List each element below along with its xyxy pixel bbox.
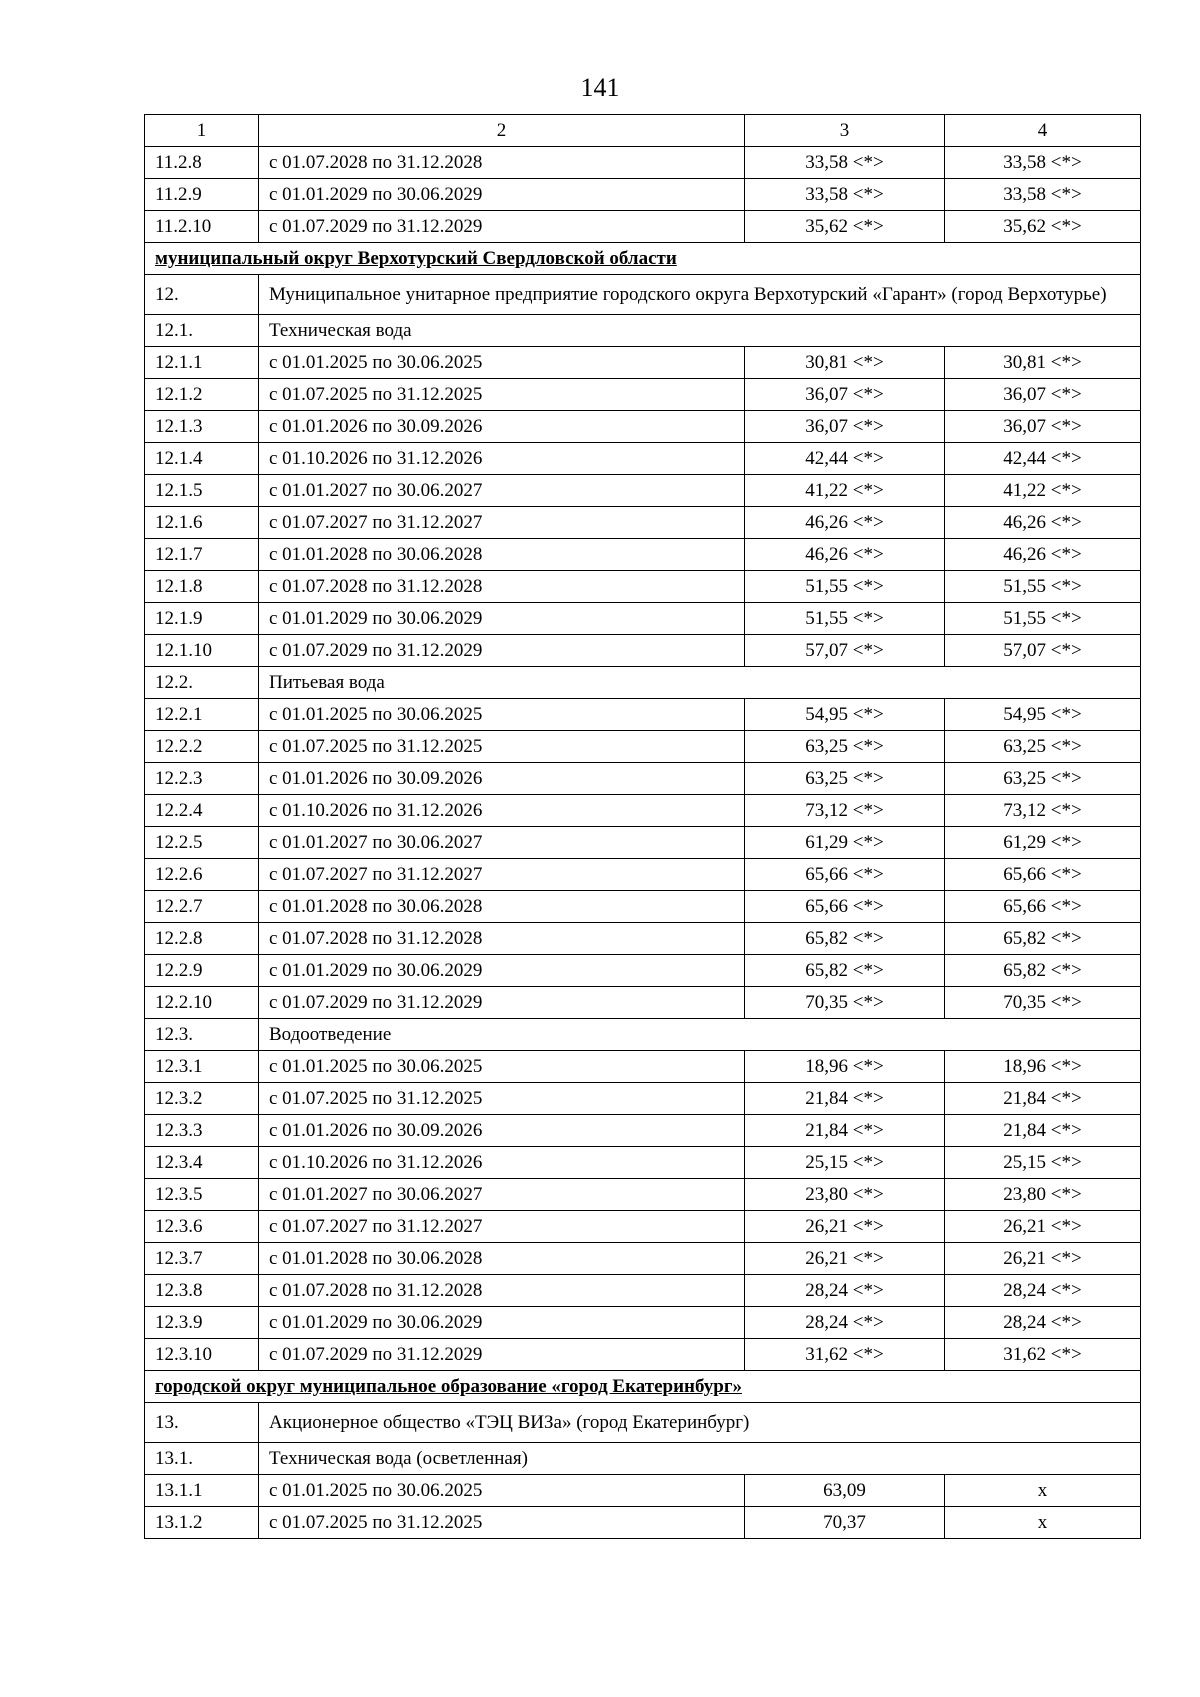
item-number: 12.3.5 [145, 1179, 259, 1211]
table-row [145, 1211, 1141, 1243]
tariff-value-col4: 33,58 <*> [945, 147, 1141, 179]
column-number-row [145, 115, 1141, 147]
tariff-value-col3: 70,37 [745, 1507, 945, 1539]
period: с 01.01.2026 по 30.09.2026 [259, 1115, 745, 1147]
tariff-value-col4: 61,29 <*> [945, 827, 1141, 859]
tariff-value-col3: 21,84 <*> [745, 1115, 945, 1147]
tariff-value-col4: 51,55 <*> [945, 571, 1141, 603]
service-group-row [145, 1019, 1141, 1051]
organization-row [145, 275, 1141, 315]
tariff-value-col3: 65,82 <*> [745, 923, 945, 955]
item-number: 11.2.9 [145, 179, 259, 211]
item-number: 12.1.2 [145, 379, 259, 411]
tariff-value-col3: 46,26 <*> [745, 539, 945, 571]
tariff-value-col3: 31,62 <*> [745, 1339, 945, 1371]
table-row [145, 1339, 1141, 1371]
item-number: 12. [145, 275, 259, 315]
period: с 01.07.2027 по 31.12.2027 [259, 507, 745, 539]
item-number: 12.1.3 [145, 411, 259, 443]
table-row [145, 699, 1141, 731]
tariff-value-col3: 70,35 <*> [745, 987, 945, 1019]
table-row [145, 731, 1141, 763]
table-row [145, 1475, 1141, 1507]
table-row [145, 1083, 1141, 1115]
item-number: 11.2.8 [145, 147, 259, 179]
table-row [145, 211, 1141, 243]
period: с 01.10.2026 по 31.12.2026 [259, 795, 745, 827]
period: с 01.01.2025 по 30.06.2025 [259, 1475, 745, 1507]
page-number: 141 [580, 73, 620, 102]
tariff-value-col3: 28,24 <*> [745, 1275, 945, 1307]
table-row [145, 147, 1141, 179]
tariff-value-col4: 70,35 <*> [945, 987, 1141, 1019]
table-row [145, 1179, 1141, 1211]
table-row [145, 379, 1141, 411]
tariff-value-col3: 26,21 <*> [745, 1211, 945, 1243]
tariff-value-col3: 23,80 <*> [745, 1179, 945, 1211]
table-row [145, 795, 1141, 827]
item-number: 12.2.9 [145, 955, 259, 987]
item-number: 12.3.9 [145, 1307, 259, 1339]
table-row [145, 635, 1141, 667]
tariff-value-col4: 65,82 <*> [945, 923, 1141, 955]
period: с 01.01.2028 по 30.06.2028 [259, 539, 745, 571]
tariff-table [144, 114, 1141, 1539]
column-number-2: 2 [259, 115, 745, 147]
tariff-value-col3: 33,58 <*> [745, 147, 945, 179]
tariff-value-col4: 26,21 <*> [945, 1243, 1141, 1275]
period: с 01.07.2025 по 31.12.2025 [259, 1507, 745, 1539]
item-number: 12.1.9 [145, 603, 259, 635]
item-number: 12.3.1 [145, 1051, 259, 1083]
tariff-value-col3: 73,12 <*> [745, 795, 945, 827]
item-number: 12.2.1 [145, 699, 259, 731]
tariff-value-col3: 63,25 <*> [745, 731, 945, 763]
tariff-value-col3: 18,96 <*> [745, 1051, 945, 1083]
period: с 01.01.2029 по 30.06.2029 [259, 179, 745, 211]
item-number: 13. [145, 1403, 259, 1443]
period: с 01.07.2028 по 31.12.2028 [259, 147, 745, 179]
service-group-row [145, 315, 1141, 347]
tariff-value-col4: 41,22 <*> [945, 475, 1141, 507]
item-number: 13.1.2 [145, 1507, 259, 1539]
tariff-value-col3: 25,15 <*> [745, 1147, 945, 1179]
period: с 01.07.2028 по 31.12.2028 [259, 1275, 745, 1307]
tariff-value-col4: 26,21 <*> [945, 1211, 1141, 1243]
tariff-value-col3: 61,29 <*> [745, 827, 945, 859]
period: с 01.01.2026 по 30.09.2026 [259, 763, 745, 795]
tariff-value-col4: 18,96 <*> [945, 1051, 1141, 1083]
tariff-table-body [145, 115, 1141, 1539]
tariff-value-col4: 54,95 <*> [945, 699, 1141, 731]
tariff-value-col3: 41,22 <*> [745, 475, 945, 507]
item-number: 12.1. [145, 315, 259, 347]
tariff-value-col4: 46,26 <*> [945, 539, 1141, 571]
table-row [145, 507, 1141, 539]
tariff-value-col3: 54,95 <*> [745, 699, 945, 731]
tariff-value-col4: 35,62 <*> [945, 211, 1141, 243]
table-row [145, 923, 1141, 955]
item-number: 12.3.10 [145, 1339, 259, 1371]
period: с 01.07.2028 по 31.12.2028 [259, 571, 745, 603]
organization-name: Муниципальное унитарное предприятие городского округа Верхотурский «Гарант» (город Верхотурье) [259, 275, 1141, 315]
tariff-value-col3: 36,07 <*> [745, 379, 945, 411]
item-number: 12.3. [145, 1019, 259, 1051]
period: с 01.07.2029 по 31.12.2029 [259, 635, 745, 667]
organization-name: Акционерное общество «ТЭЦ ВИЗа» (город Екатеринбург) [259, 1403, 1141, 1443]
item-number: 12.3.3 [145, 1115, 259, 1147]
item-number: 12.1.10 [145, 635, 259, 667]
table-row [145, 1051, 1141, 1083]
tariff-value-col3: 26,21 <*> [745, 1243, 945, 1275]
item-number: 13.1.1 [145, 1475, 259, 1507]
tariff-value-col3: 51,55 <*> [745, 571, 945, 603]
period: с 01.07.2025 по 31.12.2025 [259, 1083, 745, 1115]
table-row [145, 347, 1141, 379]
tariff-value-col3: 28,24 <*> [745, 1307, 945, 1339]
period: с 01.07.2025 по 31.12.2025 [259, 731, 745, 763]
tariff-value-col3: 42,44 <*> [745, 443, 945, 475]
item-number: 12.3.4 [145, 1147, 259, 1179]
period: с 01.01.2025 по 30.06.2025 [259, 699, 745, 731]
tariff-value-col4: 31,62 <*> [945, 1339, 1141, 1371]
table-row [145, 1307, 1141, 1339]
tariff-value-col4: 65,66 <*> [945, 891, 1141, 923]
tariff-value-col4: 23,80 <*> [945, 1179, 1141, 1211]
item-number: 12.2.4 [145, 795, 259, 827]
period: с 01.07.2029 по 31.12.2029 [259, 1339, 745, 1371]
tariff-value-col4: 25,15 <*> [945, 1147, 1141, 1179]
tariff-value-col3: 35,62 <*> [745, 211, 945, 243]
table-row [145, 603, 1141, 635]
tariff-value-col4: 21,84 <*> [945, 1083, 1141, 1115]
table-row [145, 475, 1141, 507]
tariff-value-col3: 63,09 [745, 1475, 945, 1507]
tariff-value-col4: 63,25 <*> [945, 731, 1141, 763]
period: с 01.01.2027 по 30.06.2027 [259, 827, 745, 859]
column-number-3: 3 [745, 115, 945, 147]
table-row [145, 1507, 1141, 1539]
item-number: 12.3.8 [145, 1275, 259, 1307]
period: с 01.07.2029 по 31.12.2029 [259, 987, 745, 1019]
tariff-value-col4: 63,25 <*> [945, 763, 1141, 795]
item-number: 12.2.7 [145, 891, 259, 923]
section-heading-row [145, 1371, 1141, 1403]
item-number: 12.2.8 [145, 923, 259, 955]
tariff-value-col3: 65,66 <*> [745, 891, 945, 923]
table-row [145, 763, 1141, 795]
table-row [145, 955, 1141, 987]
period: с 01.01.2027 по 30.06.2027 [259, 475, 745, 507]
period: с 01.01.2025 по 30.06.2025 [259, 347, 745, 379]
tariff-value-col4: 36,07 <*> [945, 411, 1141, 443]
service-name: Техническая вода [259, 315, 1141, 347]
section-heading-row [145, 243, 1141, 275]
tariff-value-col4: 33,58 <*> [945, 179, 1141, 211]
item-number: 12.1.1 [145, 347, 259, 379]
period: с 01.10.2026 по 31.12.2026 [259, 1147, 745, 1179]
service-name: Водоотведение [259, 1019, 1141, 1051]
table-row [145, 571, 1141, 603]
tariff-value-col4: 28,24 <*> [945, 1307, 1141, 1339]
table-row [145, 891, 1141, 923]
period: с 01.01.2026 по 30.09.2026 [259, 411, 745, 443]
item-number: 12.1.8 [145, 571, 259, 603]
tariff-value-col3: 65,82 <*> [745, 955, 945, 987]
item-number: 12.3.7 [145, 1243, 259, 1275]
item-number: 12.2.3 [145, 763, 259, 795]
tariff-value-col3: 21,84 <*> [745, 1083, 945, 1115]
tariff-value-col4: 46,26 <*> [945, 507, 1141, 539]
tariff-value-col4: 57,07 <*> [945, 635, 1141, 667]
period: с 01.07.2029 по 31.12.2029 [259, 211, 745, 243]
item-number: 12.3.2 [145, 1083, 259, 1115]
service-name: Техническая вода (осветленная) [259, 1443, 1141, 1475]
tariff-value-col3: 30,81 <*> [745, 347, 945, 379]
table-row [145, 539, 1141, 571]
tariff-value-col4: 65,82 <*> [945, 955, 1141, 987]
tariff-value-col3: 33,58 <*> [745, 179, 945, 211]
tariff-value-col3: 36,07 <*> [745, 411, 945, 443]
service-group-row [145, 1443, 1141, 1475]
service-name: Питьевая вода [259, 667, 1141, 699]
tariff-value-col4: 28,24 <*> [945, 1275, 1141, 1307]
service-group-row [145, 667, 1141, 699]
tariff-value-col3: 57,07 <*> [745, 635, 945, 667]
table-row [145, 411, 1141, 443]
tariff-value-col3: 63,25 <*> [745, 763, 945, 795]
item-number: 12.2.10 [145, 987, 259, 1019]
item-number: 12.1.6 [145, 507, 259, 539]
item-number: 12.2.2 [145, 731, 259, 763]
period: с 01.01.2029 по 30.06.2029 [259, 1307, 745, 1339]
table-row [145, 1115, 1141, 1147]
tariff-value-col3: 51,55 <*> [745, 603, 945, 635]
organization-row [145, 1403, 1141, 1443]
column-number-4: 4 [945, 115, 1141, 147]
period: с 01.07.2027 по 31.12.2027 [259, 1211, 745, 1243]
period: с 01.07.2025 по 31.12.2025 [259, 379, 745, 411]
table-row [145, 1275, 1141, 1307]
period: с 01.01.2028 по 30.06.2028 [259, 1243, 745, 1275]
period: с 01.01.2029 по 30.06.2029 [259, 603, 745, 635]
period: с 01.07.2027 по 31.12.2027 [259, 859, 745, 891]
tariff-value-col4: x [945, 1507, 1141, 1539]
tariff-value-col4: 42,44 <*> [945, 443, 1141, 475]
tariff-value-col4: 65,66 <*> [945, 859, 1141, 891]
period: с 01.01.2028 по 30.06.2028 [259, 891, 745, 923]
tariff-value-col4: x [945, 1475, 1141, 1507]
period: с 01.07.2028 по 31.12.2028 [259, 923, 745, 955]
table-row [145, 859, 1141, 891]
tariff-value-col4: 30,81 <*> [945, 347, 1141, 379]
period: с 01.01.2029 по 30.06.2029 [259, 955, 745, 987]
period: с 01.01.2025 по 30.06.2025 [259, 1051, 745, 1083]
item-number: 12.2. [145, 667, 259, 699]
table-row [145, 827, 1141, 859]
section-heading: городской округ муниципальное образование «город Екатеринбург» [145, 1371, 1141, 1403]
tariff-value-col4: 21,84 <*> [945, 1115, 1141, 1147]
table-row [145, 179, 1141, 211]
period: с 01.01.2027 по 30.06.2027 [259, 1179, 745, 1211]
item-number: 12.1.5 [145, 475, 259, 507]
item-number: 12.3.6 [145, 1211, 259, 1243]
item-number: 11.2.10 [145, 211, 259, 243]
column-number-1: 1 [145, 115, 259, 147]
item-number: 12.2.5 [145, 827, 259, 859]
tariff-value-col3: 65,66 <*> [745, 859, 945, 891]
tariff-value-col4: 51,55 <*> [945, 603, 1141, 635]
table-row [145, 1243, 1141, 1275]
item-number: 12.1.7 [145, 539, 259, 571]
item-number: 12.2.6 [145, 859, 259, 891]
tariff-value-col3: 46,26 <*> [745, 507, 945, 539]
table-row [145, 443, 1141, 475]
tariff-value-col4: 36,07 <*> [945, 379, 1141, 411]
tariff-value-col4: 73,12 <*> [945, 795, 1141, 827]
table-row [145, 1147, 1141, 1179]
item-number: 12.1.4 [145, 443, 259, 475]
item-number: 13.1. [145, 1443, 259, 1475]
period: с 01.10.2026 по 31.12.2026 [259, 443, 745, 475]
table-row [145, 987, 1141, 1019]
section-heading: муниципальный округ Верхотурский Свердловской области [145, 243, 1141, 275]
